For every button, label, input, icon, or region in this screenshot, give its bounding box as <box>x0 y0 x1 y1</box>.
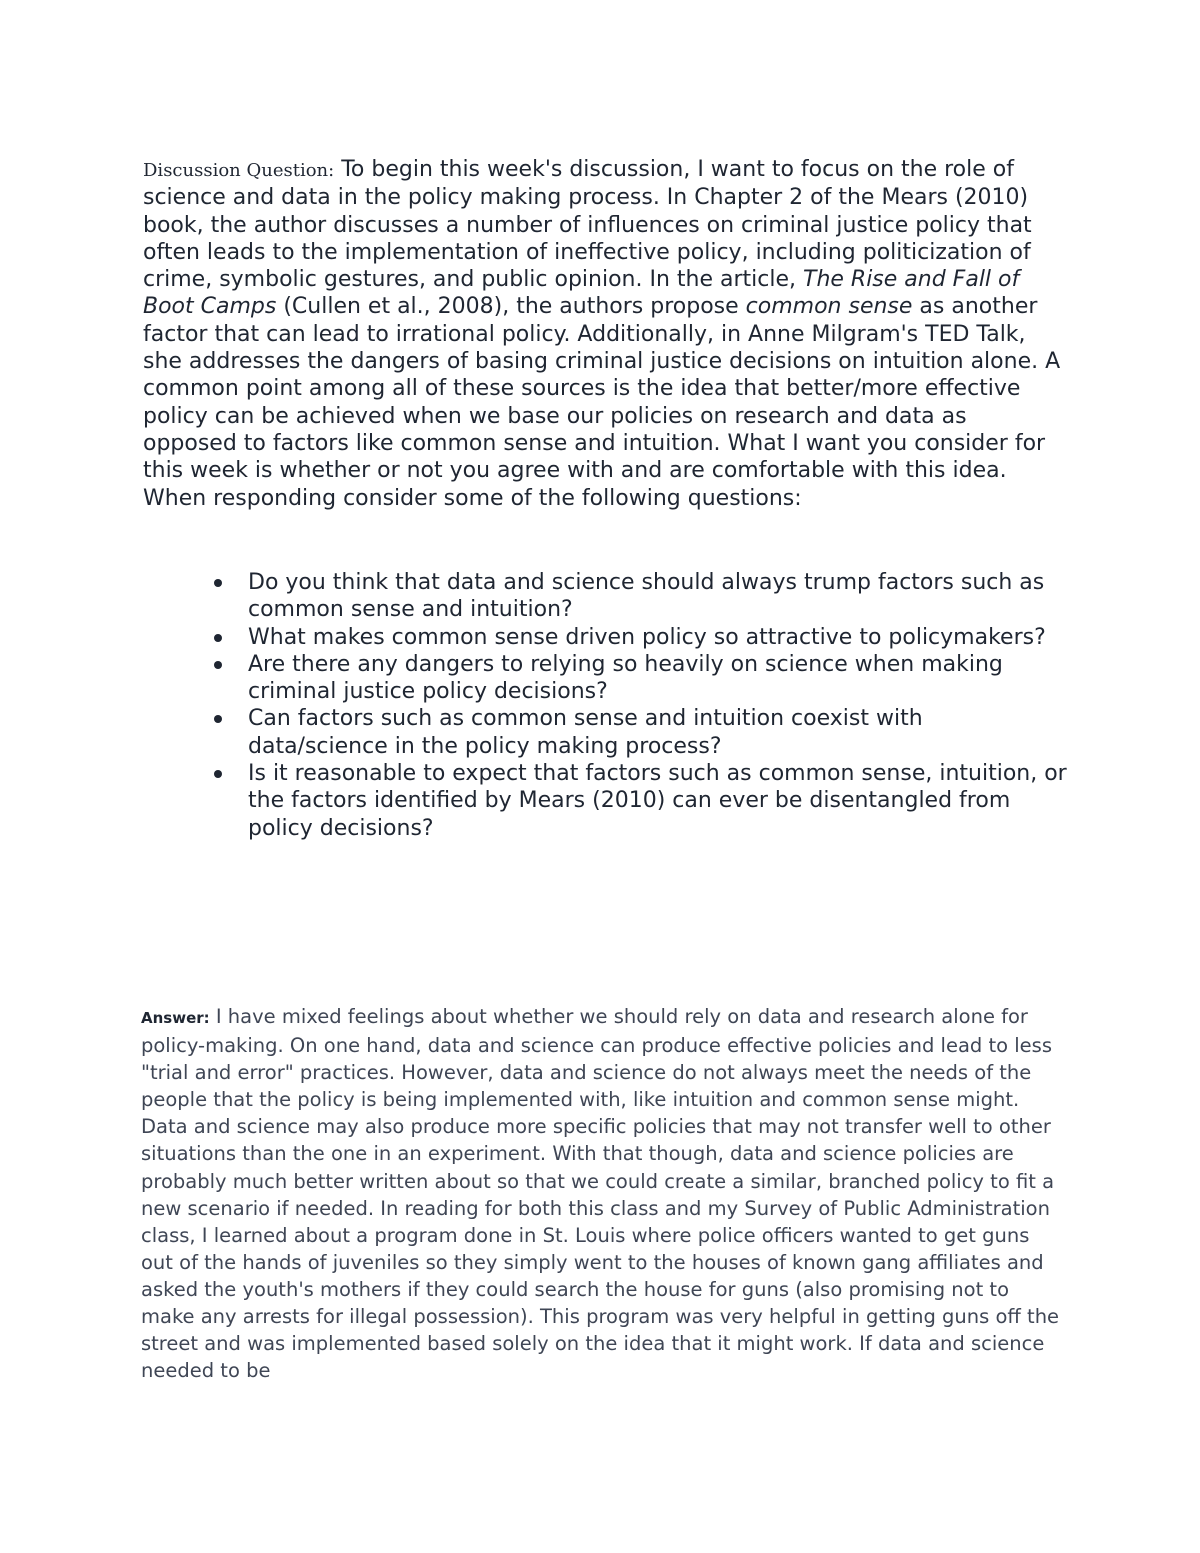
bullet-item <box>248 651 1068 706</box>
bullet-dot-icon <box>214 770 222 778</box>
bullet-item <box>248 705 1068 760</box>
bullet-dot-icon <box>214 579 222 587</box>
bullet-dot-icon <box>214 715 222 723</box>
bullet-text: Do you think that data and science should always trump factors such as common sense and intuition? <box>248 570 1045 623</box>
answer-text: I have mixed feelings about whether we should rely on data and research alone for policy-making. On one hand, data and science can produce effective policies and lead to less "trial and error" practices. However, data and science do not always meet the needs of the people that the policy is being implemented with, like intuition and common sense might. Data and science may also produce more specific policies that may not transfer well to other situations than the one in an experiment. With that though, data and science policies are probably much better written about so that we could create a similar, branched policy to fit a new scenario if needed. In reading for both this class and my Survey of Public Administration class, I learned about a program done in St. Louis where police officers wanted to get guns out of the hands of juveniles so they simply went to the houses of known gang affiliates and asked the youth's mothers if they could search the house for guns (also promising not to make any arrests for illegal possession). This program was very helpful in getting guns off the street and was implemented based solely on the idea that it might work. If data and science needed to be <box>141 1005 1060 1383</box>
bullet-text: Can factors such as common sense and intuition coexist with data/science in the policy making process? <box>248 706 923 759</box>
question-label: Discussion Question: <box>143 160 335 181</box>
bullet-text: Are there any dangers to relying so heavily on science when making criminal justice policy decisions? <box>248 651 1003 705</box>
bullet-text: Is it reasonable to expect that factors such as common sense, intuition, or the factors identified by Mears (2010) can ever be disentangled from policy decisions? <box>248 761 1067 841</box>
bullet-item <box>248 569 1068 624</box>
answer-paragraph <box>141 1003 1061 1384</box>
answer-label: Answer: <box>141 1009 210 1027</box>
bullet-item <box>248 624 1068 651</box>
common-sense-emphasis: common sense <box>745 294 913 320</box>
discussion-question-paragraph <box>143 156 1063 512</box>
question-text-part3: as another factor that can lead to irrational policy. Additionally, in Anne Milgram's TED Talk, she addresses the dangers of basing criminal justice decisions on intuition alone. A common point among all of these sources is the idea that better/more effective policy can be achieved when we base our policies on research and data as opposed to factors like common sense and intuition. What I want you consider for this week is whether or not you agree with and are comfortable with this idea. When responding consider some of the following questions: <box>143 294 1061 511</box>
question-text-part1: To begin this week's discussion, I want to focus on the role of science and data in the policy making process. In Chapter 2 of the Mears (2010) book, the author discusses a number of influences on criminal justice policy that often leads to the implementation of ineffective policy, including politicization of crime, symbolic gestures, and public opinion. In the article, <box>143 157 1032 293</box>
bullet-dot-icon <box>214 661 222 669</box>
bullet-text: What makes common sense driven policy so attractive to policymakers? <box>248 624 1046 650</box>
bullet-item <box>248 760 1068 842</box>
article-title: The Rise and Fall of Boot Camps <box>143 267 1020 320</box>
question-bullet-list <box>248 569 1068 842</box>
bullet-dot-icon <box>214 634 222 642</box>
question-text-part2: (Cullen et al., 2008), the authors propose <box>276 294 746 320</box>
